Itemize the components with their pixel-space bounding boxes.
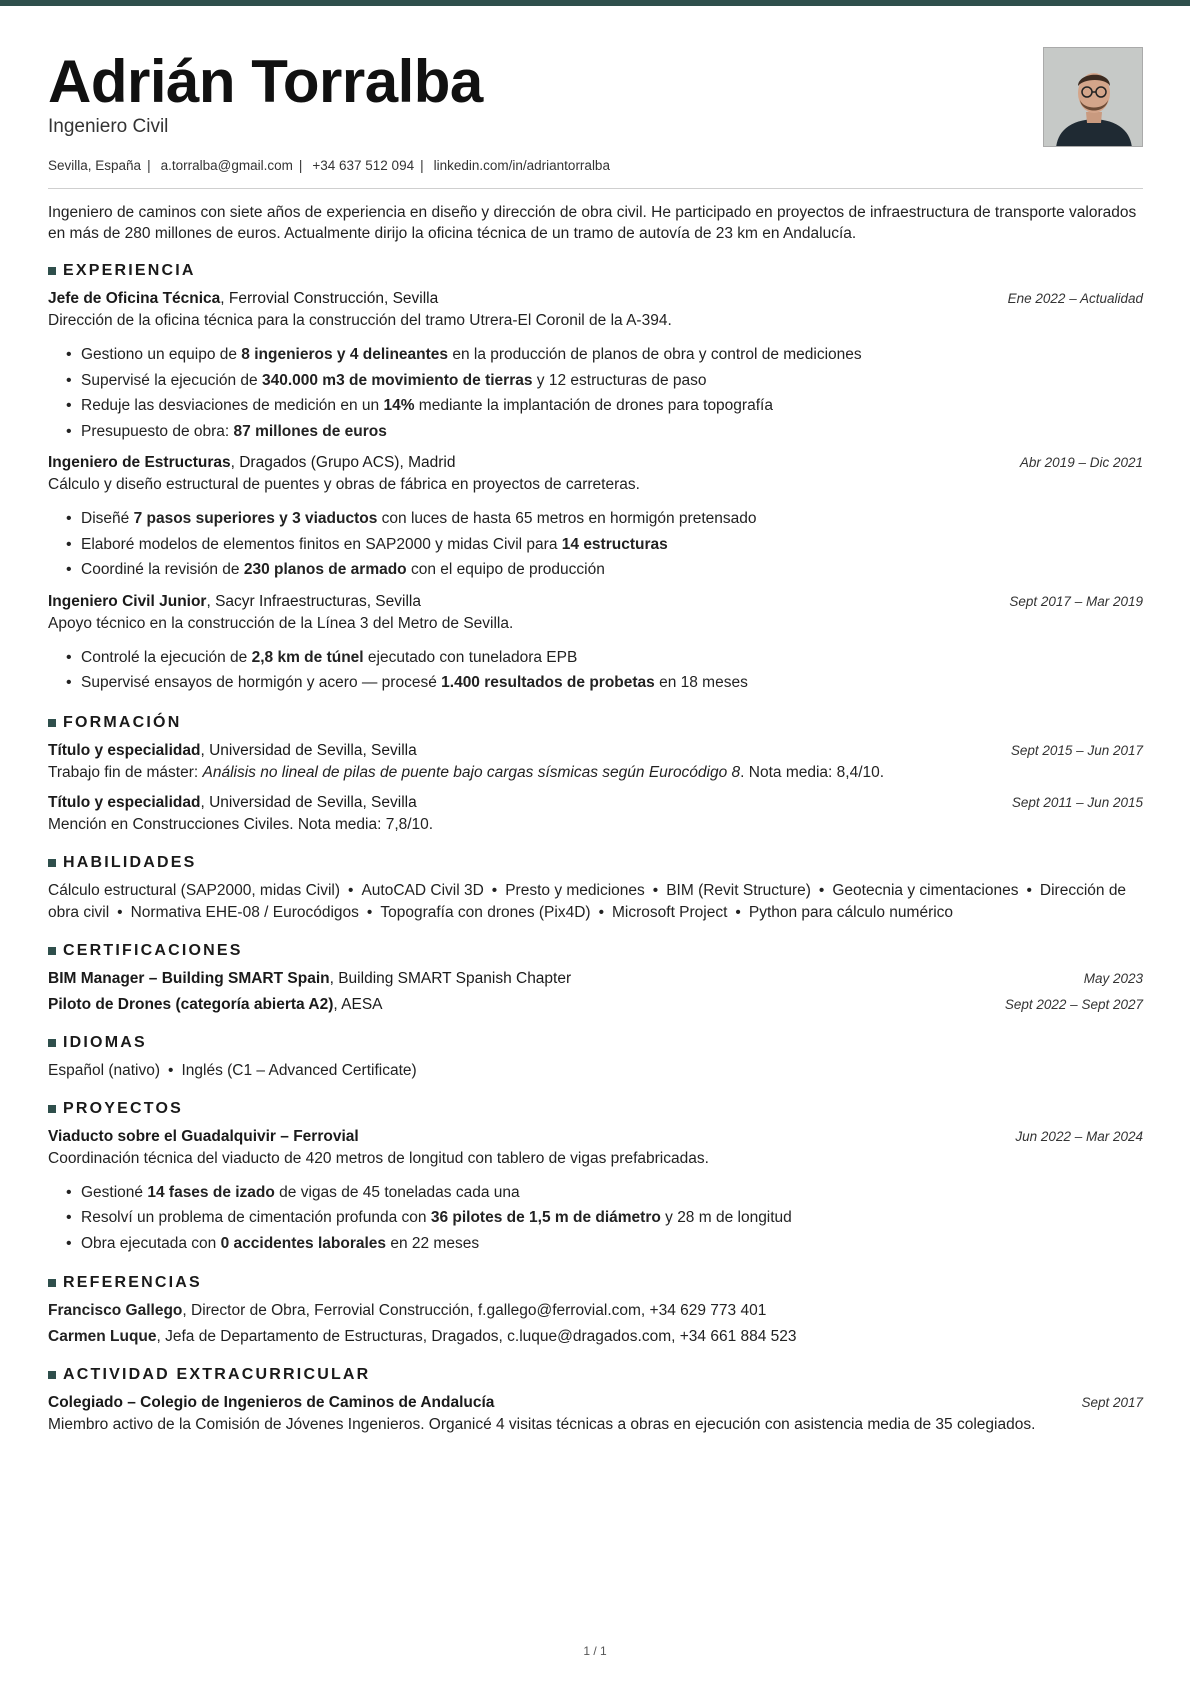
list-item: • Reduje las desviaciones de medición en un 14% mediante la implantación de drones para topografía (48, 393, 1143, 419)
entry-title: Colegiado – Colegio de Ingenieros de Caminos de Andalucía (48, 1394, 495, 1411)
section-heading-text: IDIOMAS (63, 1033, 147, 1051)
reference-entry (48, 1300, 1143, 1322)
certification-entry (48, 994, 1143, 1016)
list-item: • Supervisé la ejecución de 340.000 m3 de movimiento de tierras y 12 estructuras de paso (48, 368, 1143, 394)
entry-date: Abr 2019 – Dic 2021 (1019, 455, 1143, 470)
entry-title: Piloto de Drones (categoría abierta A2) (48, 995, 334, 1013)
contact-email[interactable]: a.torralba@gmail.com (160, 158, 293, 173)
entry-header (48, 452, 1143, 474)
section-heading (48, 1034, 1143, 1052)
entry-header (48, 792, 1143, 814)
skills-list: Cálculo estructural (SAP2000, midas Civil) • AutoCAD Civil 3D • Presto y mediciones • BIM (Revit Structure) • Geotecnia y cimentaciones • Dirección de obra civil • Normativa EHE-08 / Eurocódigos • Topografía con drones (Pix4D) • Microsoft Project • Python para cálculo numérico (48, 881, 1127, 921)
contact-line (48, 158, 610, 173)
entry-header (48, 288, 1143, 310)
list-item: • Controlé la ejecución de 2,8 km de túnel ejecutado con tuneladora EPB (48, 645, 1143, 671)
entry-title: Viaducto sobre el Guadalquivir – Ferrovial (48, 1127, 359, 1145)
list-item: • Obra ejecutada con 0 accidentes laborales en 22 meses (48, 1231, 1143, 1257)
section-heading-text: EXPERIENCIA (63, 262, 196, 279)
experience-entry (48, 288, 1143, 444)
contact-linkedin[interactable]: linkedin.com/in/adriantorralba (433, 158, 610, 173)
section-marker-icon (48, 719, 56, 727)
skill-item: BIM (Revit Structure) (666, 881, 811, 899)
experience-entry (48, 452, 1143, 583)
section-heading (48, 854, 1143, 872)
section-extracurricular (48, 1366, 1143, 1436)
section-marker-icon (48, 1105, 56, 1113)
list-item: • Elaboré modelos de elementos finitos en SAP2000 y midas Civil para 14 estructuras (48, 532, 1143, 558)
entry-description: Miembro activo de la Comisión de Jóvenes Ingenieros. Organicé 4 visitas técnicas a obras en ejecución con asistencia media de 35 colegiados. (48, 1416, 1036, 1433)
entry-header (48, 1392, 1143, 1414)
entry-title-line (48, 994, 383, 1016)
entry-description: Dirección de la oficina técnica para la construcción del tramo Utrera-El Coronil de la A-394. (48, 312, 672, 329)
contact-phone[interactable]: +34 637 512 094 (312, 158, 415, 173)
skill-item: Cálculo estructural (SAP2000, midas Civil) (48, 881, 341, 899)
section-heading-text: CERTIFICACIONES (63, 941, 243, 959)
profile-photo-portrait (1044, 48, 1143, 147)
entry-title: Ingeniero de Estructuras (48, 454, 231, 471)
entry-org: , Universidad de Sevilla, Sevilla (200, 793, 417, 811)
contact-separator: | (298, 158, 303, 173)
skill-item: Geotecnia y cimentaciones (832, 881, 1019, 899)
section-heading (48, 1366, 1143, 1384)
skill-item: Dirección de obra civil (48, 881, 1127, 921)
skill-item: Microsoft Project (612, 903, 728, 921)
candidate-role: Ingeniero Civil (48, 116, 169, 137)
extracurricular-entry (48, 1392, 1143, 1436)
reference-entry (48, 1326, 1143, 1348)
candidate-name: Adrián Torralba (48, 48, 483, 115)
entry-org: , Sacyr Infraestructuras, Sevilla (206, 592, 421, 610)
entry-description: Coordinación técnica del viaducto de 420 metros de longitud con tablero de vigas prefabricadas. (48, 1149, 709, 1167)
entry-title: Ingeniero Civil Junior (48, 592, 207, 610)
languages-list: Español (nativo) • Inglés (C1 – Advanced Certificate) (48, 1061, 417, 1079)
reference-detail: , Jefa de Departamento de Estructuras, Dragados, c.luque@dragados.com, +34 661 884 523 (156, 1328, 797, 1345)
section-marker-icon (48, 267, 56, 275)
entry-date: Sept 2017 – Mar 2019 (1009, 593, 1143, 609)
reference-detail: , Director de Obra, Ferrovial Construcción, f.gallego@ferrovial.com, +34 629 773 401 (182, 1302, 767, 1319)
entry-org: , Universidad de Sevilla, Sevilla (200, 741, 417, 759)
section-marker-icon (48, 947, 56, 955)
section-heading-text: ACTIVIDAD EXTRACURRICULAR (63, 1366, 371, 1383)
section-marker-icon (48, 1039, 56, 1047)
entry-title-line (48, 968, 571, 990)
contact-separator: | (420, 158, 424, 173)
project-entry (48, 1126, 1143, 1257)
entry-date: Sept 2011 – Jun 2015 (1011, 794, 1143, 810)
language-item: Español (nativo) (48, 1061, 161, 1079)
entry-date: Sept 2017 (1081, 1395, 1143, 1410)
achievement-list (48, 342, 1143, 444)
skill-item: Python para cálculo numérico (748, 903, 954, 921)
page-number: 1 / 1 (583, 1644, 607, 1658)
section-heading-text: FORMACIÓN (63, 713, 182, 731)
entry-title: BIM Manager – Building SMART Spain (48, 969, 330, 987)
skill-item: Topografía con drones (Pix4D) (380, 903, 591, 921)
section-skills (48, 854, 1143, 924)
profile-photo (1043, 47, 1143, 147)
entry-title-line (48, 288, 438, 310)
entry-title-line (48, 792, 417, 814)
entry-title: Título y especialidad (48, 741, 201, 759)
resume-header (48, 0, 1143, 190)
section-heading (48, 262, 1143, 280)
entry-title: Título y especialidad (48, 793, 201, 811)
achievement-list (48, 645, 1143, 696)
entry-header (48, 740, 1143, 762)
section-heading-text: HABILIDADES (63, 853, 197, 871)
entry-title: Jefe de Oficina Técnica (48, 290, 221, 307)
entry-org: , Building SMART Spanish Chapter (329, 969, 572, 987)
entry-org: , Dragados (Grupo ACS), Madrid (230, 454, 456, 471)
entry-date: Sept 2022 – Sept 2027 (1004, 996, 1143, 1012)
resume-page (48, 0, 1143, 1444)
list-item: • Gestiono un equipo de 8 ingenieros y 4 delineantes en la producción de planos de obra y control de mediciones (48, 342, 1143, 368)
section-heading (48, 1100, 1143, 1118)
entry-title-line (48, 740, 417, 762)
skill-item: AutoCAD Civil 3D (361, 881, 484, 899)
section-heading-text: PROYECTOS (63, 1099, 183, 1117)
skill-item: Normativa EHE-08 / Eurocódigos (130, 903, 359, 921)
entry-description: Cálculo y diseño estructural de puentes y obras de fábrica en proyectos de carreteras. (48, 476, 640, 493)
list-item: • Supervisé ensayos de hormigón y acero — procesé 1.400 resultados de probetas en 18 meses (48, 670, 1143, 696)
section-heading (48, 714, 1143, 732)
list-item: • Gestioné 14 fases de izado de vigas de 45 toneladas cada una (48, 1180, 1143, 1206)
reference-name: Francisco Gallego (48, 1302, 183, 1319)
list-item: • Resolví un problema de cimentación profunda con 36 pilotes de 1,5 m de diámetro y 28 m de longitud (48, 1205, 1143, 1231)
entry-date: Ene 2022 – Actualidad (1007, 291, 1143, 306)
list-item: • Coordiné la revisión de 230 planos de armado con el equipo de producción (48, 557, 1143, 583)
entry-date: Sept 2015 – Jun 2017 (1010, 742, 1143, 758)
entry-title-line (48, 591, 421, 613)
contact-location: Sevilla, España (48, 158, 142, 173)
section-certifications (48, 942, 1143, 1016)
entry-header (48, 591, 1143, 613)
entry-org: , Ferrovial Construcción, Sevilla (220, 290, 439, 307)
entry-header (48, 1126, 1143, 1148)
contact-separator: | (147, 158, 151, 173)
certification-entry (48, 968, 1143, 990)
section-education (48, 714, 1143, 836)
section-marker-icon (48, 859, 56, 867)
entry-description: Trabajo fin de máster: Análisis no lineal de pilas de puente bajo cargas sísmicas según Eurocódigo 8. Nota media: 8,4/10. (48, 763, 885, 781)
section-references (48, 1274, 1143, 1348)
professional-summary: Ingeniero de caminos con siete años de experiencia en diseño y dirección de obra civil. He participado en proyectos de infraestructura de transporte valorados en más de 280 millones de euros. Actualmente dirijo la oficina técnica de un tramo de autovía de 23 km en Andalucía. (48, 204, 1137, 242)
language-item: Inglés (C1 – Advanced Certificate) (181, 1061, 417, 1079)
education-entry (48, 792, 1143, 836)
section-heading (48, 1274, 1143, 1292)
reference-name: Carmen Luque (48, 1328, 157, 1345)
section-marker-icon (48, 1371, 56, 1379)
entry-date: Jun 2022 – Mar 2024 (1015, 1128, 1143, 1144)
entry-description: Apoyo técnico en la construcción de la Línea 3 del Metro de Sevilla. (48, 614, 514, 632)
entry-org: , AESA (333, 995, 383, 1013)
list-item: • Diseñé 7 pasos superiores y 3 viaductos con luces de hasta 65 metros en hormigón pretensado (48, 506, 1143, 532)
section-projects (48, 1100, 1143, 1257)
header-divider (48, 188, 1143, 189)
list-item: • Presupuesto de obra: 87 millones de euros (48, 419, 1143, 445)
education-entry (48, 740, 1143, 784)
entry-date: May 2023 (1083, 970, 1143, 986)
experience-entry (48, 591, 1143, 696)
section-heading-text: REFERENCIAS (63, 1274, 202, 1291)
section-languages (48, 1034, 1143, 1082)
section-heading (48, 942, 1143, 960)
achievement-list (48, 1180, 1143, 1257)
entry-title-line (48, 452, 455, 474)
section-marker-icon (48, 1279, 56, 1287)
skill-item: Presto y mediciones (505, 881, 645, 899)
entry-description: Mención en Construcciones Civiles. Nota media: 7,8/10. (48, 815, 434, 833)
achievement-list (48, 506, 1143, 583)
section-experience (48, 262, 1143, 696)
